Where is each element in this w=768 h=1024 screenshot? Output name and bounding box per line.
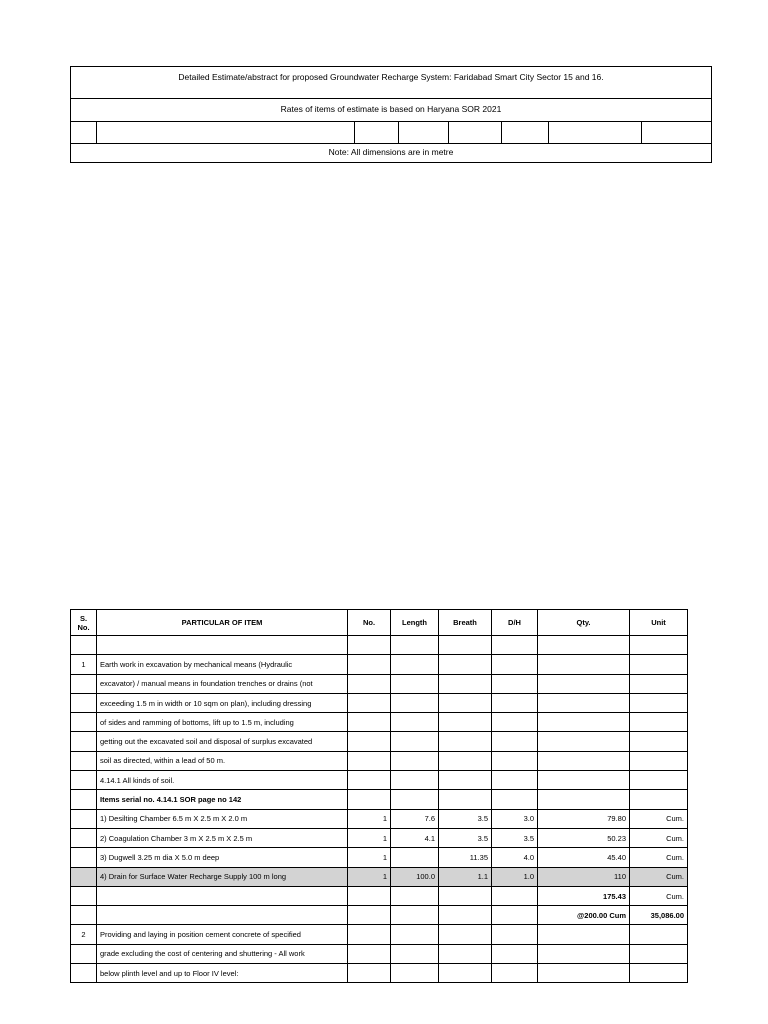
cell-dh	[492, 771, 538, 790]
cell-length: 100.0	[391, 867, 439, 886]
cell-length: 7.6	[391, 809, 439, 828]
cell-breath	[439, 925, 492, 944]
cell-particular: of sides and ramming of bottoms, lift up to 1.5 m, including	[97, 713, 348, 732]
cell-particular: excavator) / manual means in foundation trenches or drains (not	[97, 674, 348, 693]
cell-particular: getting out the excavated soil and disposal of surplus excavated	[97, 732, 348, 751]
cell-qty: 50.23	[538, 828, 630, 847]
cell-length	[391, 771, 439, 790]
cell-particular: Earth work in excavation by mechanical means (Hydraulic	[97, 655, 348, 674]
cell-sno	[71, 732, 97, 751]
cell-dh	[492, 790, 538, 809]
cell-dh	[492, 886, 538, 905]
cell-sno	[71, 751, 97, 770]
cell-sno	[71, 674, 97, 693]
cell-breath	[439, 751, 492, 770]
cell-length	[391, 964, 439, 983]
cell-length	[391, 636, 439, 655]
cell-length	[391, 790, 439, 809]
cell-divider	[501, 122, 502, 143]
cell-unit: Cum.	[630, 828, 688, 847]
cell-dh	[492, 655, 538, 674]
table-row	[71, 886, 688, 905]
cell-sno	[71, 944, 97, 963]
cell-qty: 79.80	[538, 809, 630, 828]
cell-breath	[439, 944, 492, 963]
rates-basis-text: Rates of items of estimate is based on Haryana SOR 2021	[71, 99, 711, 122]
cell-sno	[71, 848, 97, 867]
cell-particular: grade excluding the cost of centering and shuttering - All work	[97, 944, 348, 963]
cell-no: 1	[348, 867, 391, 886]
column-header-particular: PARTICULAR OF ITEM	[97, 610, 348, 636]
cell-qty	[538, 790, 630, 809]
cell-breath	[439, 886, 492, 905]
cell-unit	[630, 925, 688, 944]
cell-particular: exceeding 1.5 m in width or 10 sqm on plan), including dressing	[97, 693, 348, 712]
cell-divider	[641, 122, 642, 143]
table-row	[71, 867, 688, 886]
cell-length	[391, 886, 439, 905]
column-header-sno: S. No.	[71, 610, 97, 636]
cell-length	[391, 713, 439, 732]
cell-dh	[492, 674, 538, 693]
cell-breath	[439, 636, 492, 655]
cell-unit	[630, 655, 688, 674]
cell-dh	[492, 925, 538, 944]
cell-unit	[630, 751, 688, 770]
cell-no	[348, 636, 391, 655]
cell-no	[348, 674, 391, 693]
cell-no	[348, 925, 391, 944]
cell-no	[348, 790, 391, 809]
cell-sno	[71, 693, 97, 712]
cell-qty: @200.00 Cum	[538, 906, 630, 925]
cell-sno	[71, 828, 97, 847]
cell-qty	[538, 925, 630, 944]
table-row	[71, 751, 688, 770]
cell-breath	[439, 732, 492, 751]
table-row	[71, 790, 688, 809]
cell-divider	[354, 122, 355, 143]
cell-particular: Providing and laying in position cement concrete of specified	[97, 925, 348, 944]
cell-dh	[492, 751, 538, 770]
cell-unit	[630, 636, 688, 655]
cell-sno	[71, 886, 97, 905]
cell-unit	[630, 771, 688, 790]
table-row	[71, 828, 688, 847]
cell-dh	[492, 964, 538, 983]
cell-particular	[97, 906, 348, 925]
cell-particular	[97, 636, 348, 655]
column-header-qty: Qty.	[538, 610, 630, 636]
cell-dh	[492, 636, 538, 655]
table-row	[71, 848, 688, 867]
cell-length: 4.1	[391, 828, 439, 847]
cell-breath: 3.5	[439, 828, 492, 847]
cell-no	[348, 944, 391, 963]
cell-qty	[538, 732, 630, 751]
cell-length	[391, 751, 439, 770]
cell-no	[348, 751, 391, 770]
table-row	[71, 964, 688, 983]
cell-qty: 110	[538, 867, 630, 886]
cell-no	[348, 732, 391, 751]
table-row	[71, 655, 688, 674]
table-row	[71, 674, 688, 693]
cell-length	[391, 906, 439, 925]
cell-dh	[492, 906, 538, 925]
cell-dh	[492, 693, 538, 712]
cell-unit: 35,086.00	[630, 906, 688, 925]
cell-length	[391, 732, 439, 751]
cell-unit	[630, 713, 688, 732]
estimate-table	[70, 609, 688, 983]
cell-unit: Cum.	[630, 809, 688, 828]
cell-sno	[71, 790, 97, 809]
cell-length	[391, 925, 439, 944]
table-row	[71, 809, 688, 828]
table-row	[71, 944, 688, 963]
cell-sno	[71, 867, 97, 886]
cell-sno	[71, 636, 97, 655]
cell-divider	[448, 122, 449, 143]
cell-qty	[538, 636, 630, 655]
cell-particular: Items serial no. 4.14.1 SOR page no 142	[97, 790, 348, 809]
cell-particular: 1) Desilting Chamber 6.5 m X 2.5 m X 2.0 m	[97, 809, 348, 828]
cell-breath	[439, 713, 492, 732]
cell-breath	[439, 964, 492, 983]
cell-dh	[492, 732, 538, 751]
cell-unit	[630, 944, 688, 963]
cell-particular: 2) Coagulation Chamber 3 m X 2.5 m X 2.5 m	[97, 828, 348, 847]
cell-breath	[439, 674, 492, 693]
cell-sno	[71, 809, 97, 828]
cell-breath	[439, 655, 492, 674]
cell-divider	[398, 122, 399, 143]
cell-qty	[538, 674, 630, 693]
cell-qty	[538, 713, 630, 732]
cell-particular: 4) Drain for Surface Water Recharge Supply 100 m long	[97, 867, 348, 886]
cell-breath: 1.1	[439, 867, 492, 886]
cell-divider	[96, 122, 97, 143]
cell-sno	[71, 771, 97, 790]
column-header-unit: Unit	[630, 610, 688, 636]
cell-dh: 3.0	[492, 809, 538, 828]
cell-no	[348, 964, 391, 983]
table-row	[71, 713, 688, 732]
cell-unit	[630, 790, 688, 809]
cell-sno	[71, 964, 97, 983]
estimate-table-body	[71, 636, 688, 983]
cell-unit	[630, 674, 688, 693]
table-row	[71, 906, 688, 925]
cell-breath	[439, 790, 492, 809]
cell-qty	[538, 771, 630, 790]
cell-length	[391, 944, 439, 963]
cell-breath	[439, 693, 492, 712]
cell-unit	[630, 693, 688, 712]
cell-qty: 175.43	[538, 886, 630, 905]
cell-breath: 11.35	[439, 848, 492, 867]
table-row	[71, 925, 688, 944]
column-header-dh: D/H	[492, 610, 538, 636]
cell-qty	[538, 944, 630, 963]
cell-length	[391, 848, 439, 867]
cell-sno: 1	[71, 655, 97, 674]
cell-breath	[439, 771, 492, 790]
cell-dh: 1.0	[492, 867, 538, 886]
cell-length	[391, 674, 439, 693]
cell-unit: Cum.	[630, 848, 688, 867]
cell-particular: soil as directed, within a lead of 50 m.	[97, 751, 348, 770]
cell-qty: 45.40	[538, 848, 630, 867]
cell-sno	[71, 713, 97, 732]
table-row	[71, 636, 688, 655]
cell-qty	[538, 964, 630, 983]
cell-no	[348, 655, 391, 674]
cell-particular: 3) Dugwell 3.25 m dia X 5.0 m deep	[97, 848, 348, 867]
cell-no	[348, 886, 391, 905]
cell-unit: Cum.	[630, 867, 688, 886]
header-empty-cells-row	[71, 122, 711, 144]
cell-length	[391, 693, 439, 712]
cell-unit: Cum.	[630, 886, 688, 905]
table-row	[71, 732, 688, 751]
cell-no: 1	[348, 809, 391, 828]
estimate-title: Detailed Estimate/abstract for proposed Groundwater Recharge System: Faridabad Smart City Sector 15 and 16.	[71, 67, 711, 99]
cell-no	[348, 713, 391, 732]
cell-no: 1	[348, 828, 391, 847]
cell-sno: 2	[71, 925, 97, 944]
cell-breath	[439, 906, 492, 925]
column-header-length: Length	[391, 610, 439, 636]
table-header-row	[71, 610, 688, 636]
cell-divider	[548, 122, 549, 143]
cell-no	[348, 906, 391, 925]
cell-qty	[538, 655, 630, 674]
cell-particular	[97, 886, 348, 905]
cell-no	[348, 771, 391, 790]
table-row	[71, 693, 688, 712]
cell-unit	[630, 732, 688, 751]
cell-unit	[630, 964, 688, 983]
cell-qty	[538, 751, 630, 770]
cell-no	[348, 693, 391, 712]
column-header-breath: Breath	[439, 610, 492, 636]
estimate-header-box	[70, 66, 712, 163]
cell-dh: 3.5	[492, 828, 538, 847]
dimensions-note: Note: All dimensions are in metre	[328, 147, 454, 157]
cell-dh	[492, 944, 538, 963]
column-header-no: No.	[348, 610, 391, 636]
cell-particular: 4.14.1 All kinds of soil.	[97, 771, 348, 790]
cell-qty	[538, 693, 630, 712]
cell-no: 1	[348, 848, 391, 867]
table-row	[71, 771, 688, 790]
cell-length	[391, 655, 439, 674]
cell-dh: 4.0	[492, 848, 538, 867]
cell-particular: below plinth level and up to Floor IV level:	[97, 964, 348, 983]
cell-sno	[71, 906, 97, 925]
cell-dh	[492, 713, 538, 732]
cell-breath: 3.5	[439, 809, 492, 828]
